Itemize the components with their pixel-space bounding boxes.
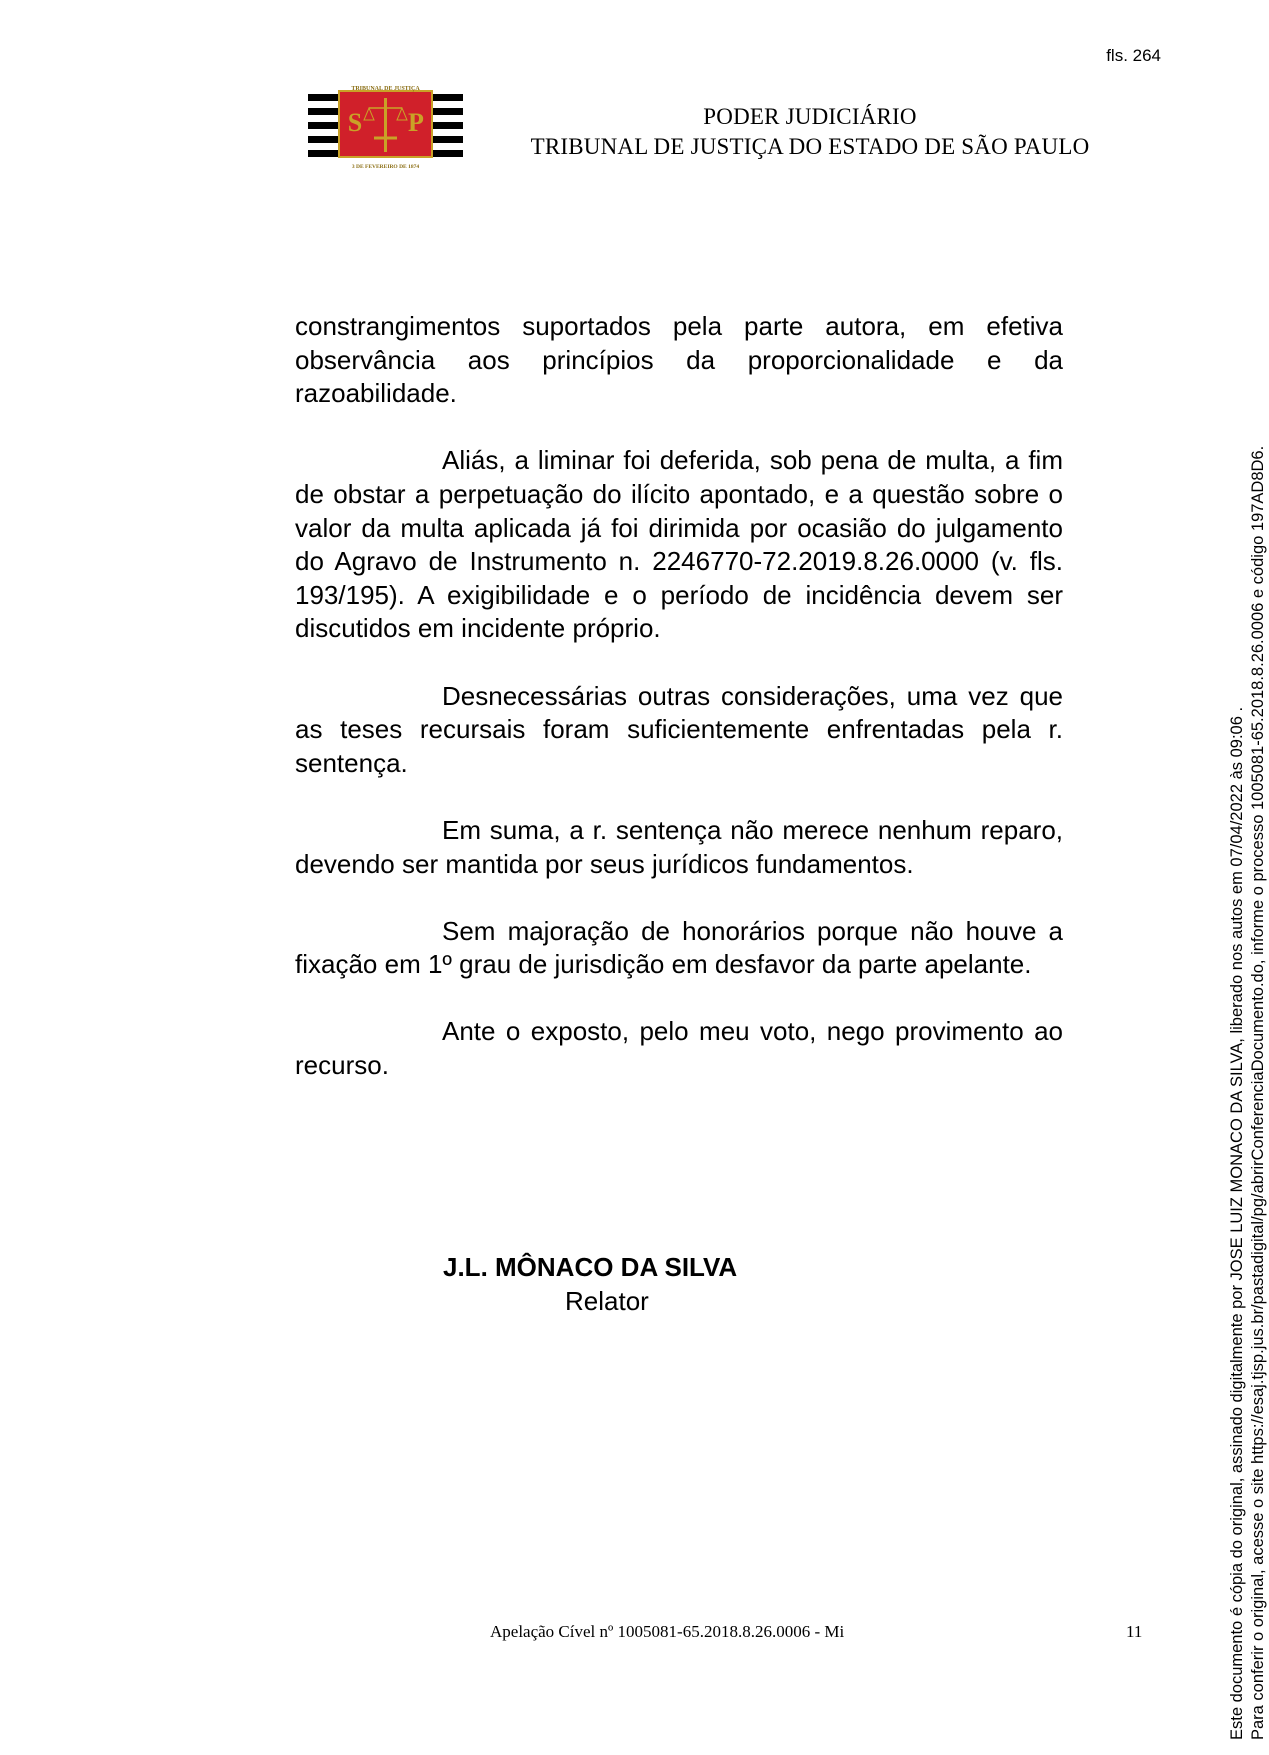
body-paragraph-5: Sem majoração de honorários porque não houve a fixação em 1º grau de jurisdição em desfavor da parte apelante.	[295, 915, 1063, 980]
body-paragraph-3: Desnecessárias outras considerações, uma vez que as teses recursais foram suficientemente enfrentadas pela r. sentença.	[295, 680, 1063, 778]
header-line-2: TRIBUNAL DE JUSTIÇA DO ESTADO DE SÃO PAULO	[530, 134, 1090, 159]
footer-page-number: 11	[1126, 1622, 1143, 1641]
signer-name: J.L. MÔNACO DA SILVA	[443, 1252, 738, 1282]
signature-block	[295, 1250, 1063, 1318]
header-line-1: PODER JUDICIÁRIO	[703, 104, 917, 129]
body-paragraph-1: constrangimentos suportados pela parte autora, em efetiva observância aos princípios da proporcionalidade e da razoabilidade.	[295, 311, 1063, 409]
body-paragraph-2: Aliás, a liminar foi deferida, sob pena de multa, a fim de obstar a perpetuação do ilícito apontado, e a questão sobre o valor da multa aplicada já foi dirimida por ocasião do julgamento do Agravo de Instrumento n. 2246770-72.2019.8.26.0000 (v. fls. 193/195). A exigibilidade e o período de incidência devem ser discutidos em incidente próprio.	[295, 445, 1063, 644]
body-paragraph-4: Em suma, a r. sentença não merece nenhum reparo, devendo ser mantida por seus jurídicos fundamentos.	[295, 814, 1063, 879]
footer-case-number: Apelação Cível nº 1005081-65.2018.8.26.0006 - Mi	[490, 1622, 845, 1641]
document-header	[500, 102, 1120, 162]
logo-bottom-text: 3 DE FEVEREIRO DE 1874	[351, 164, 420, 170]
logo-top-text: TRIBUNAL DE JUSTIÇA	[351, 86, 420, 92]
side-notice-line-2: Para conferir o original, acesse o site https://esaj.tjsp.jus.br/pastadigital/pg/abrirConferenciaDocumento.do, informe o processo 1005081-65.2018.8.26.0006 e código 197AD8D6.	[1249, 445, 1267, 1740]
sheet-number: fls. 264	[1106, 46, 1161, 65]
signer-role: Relator	[565, 1286, 649, 1316]
body-paragraph-6: Ante o exposto, pelo meu voto, nego provimento ao recurso.	[295, 1016, 1063, 1081]
logo-letter-s: S	[347, 108, 363, 137]
court-seal-logo	[308, 86, 463, 170]
side-notice-line-1: Este documento é cópia do original, assinado digitalmente por JOSE LUIZ MONACO DA SILVA, liberado nos autos em 07/04/2022 às 09:06 .	[1228, 706, 1246, 1740]
document-body	[295, 310, 1063, 1116]
logo-letter-p: P	[408, 108, 424, 137]
side-verification-notice	[1227, 260, 1269, 1740]
